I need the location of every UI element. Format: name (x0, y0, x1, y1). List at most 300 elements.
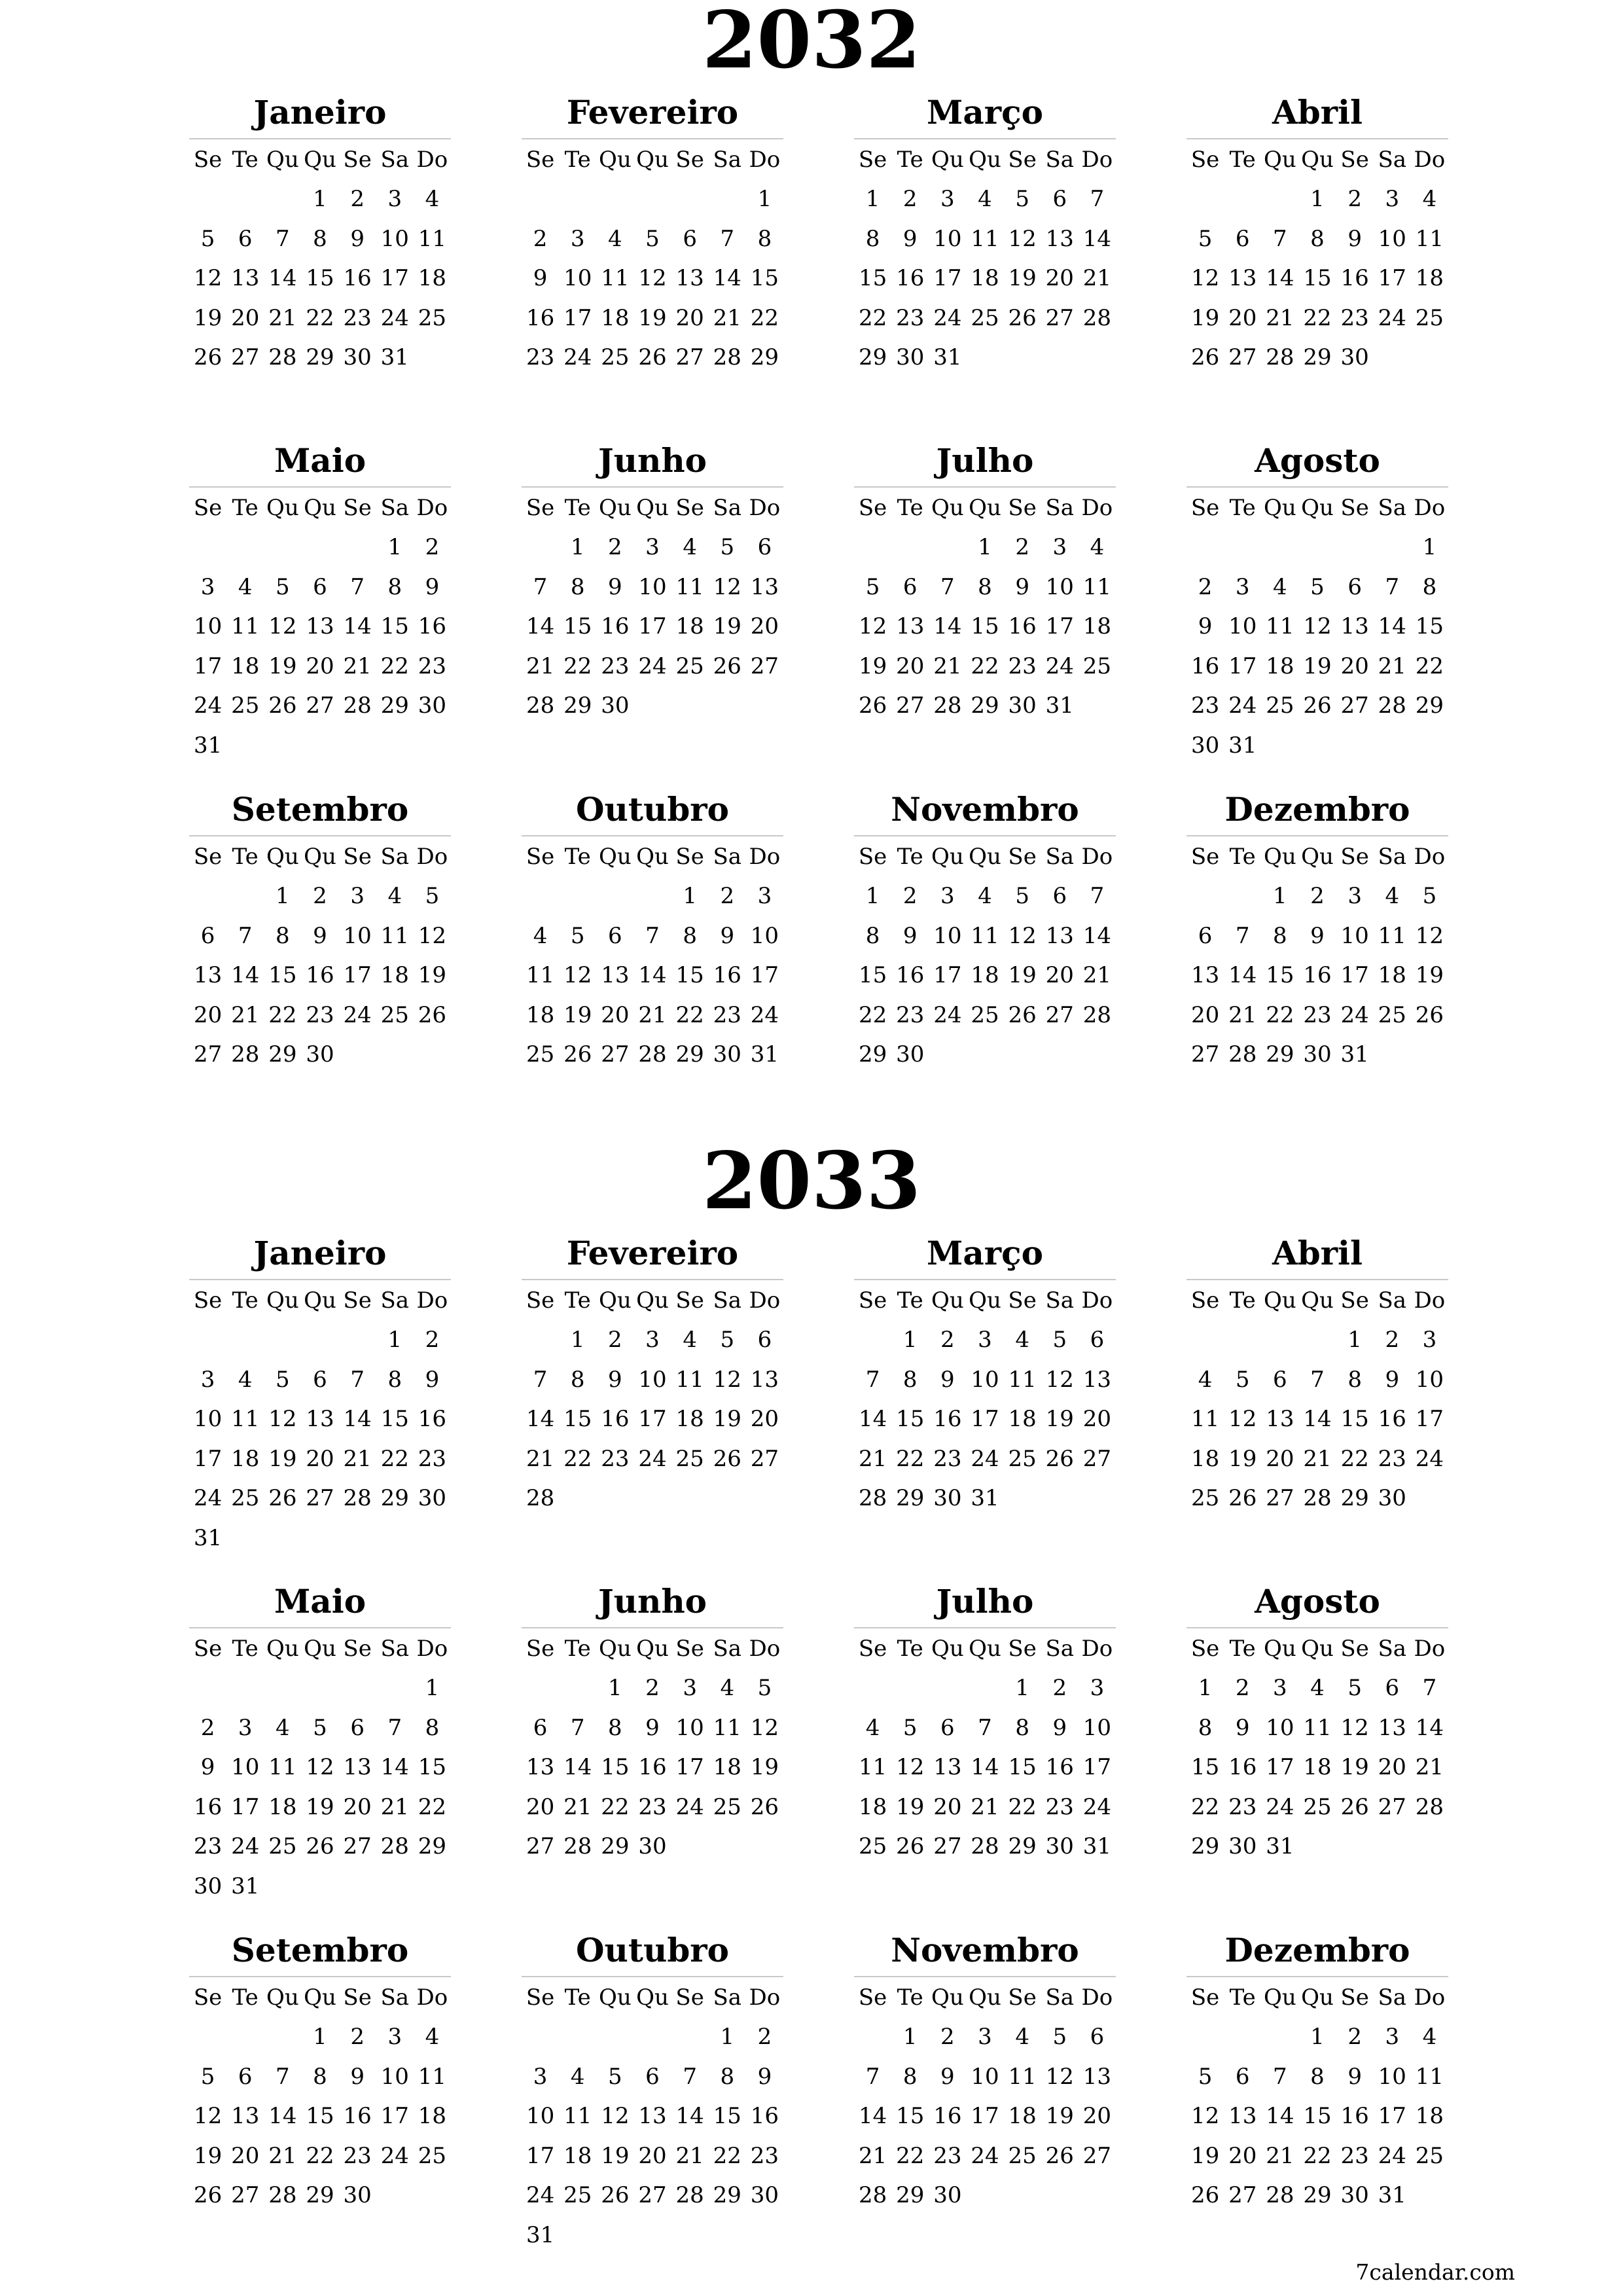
day-cell (891, 528, 929, 567)
day-cell: 23 (1340, 304, 1369, 331)
day-cell: 14 (1415, 1714, 1444, 1741)
day-cell: 2 (1310, 883, 1325, 909)
day-cell: 23 (1228, 1793, 1257, 1820)
day-cell: 14 (1266, 265, 1294, 291)
day-cell: 6 (1347, 573, 1362, 600)
week-row (189, 1668, 451, 1708)
day-cell: 28 (268, 2182, 297, 2208)
day-cell: 16 (1190, 653, 1220, 679)
day-cell: 25 (231, 1485, 260, 1511)
weekday-label: Te (1229, 495, 1256, 521)
weekday-label: Sa (1378, 1984, 1407, 2011)
day-cell: 1 (313, 186, 327, 212)
day-cell: 6 (1090, 2024, 1105, 2050)
day-cell (633, 2215, 671, 2255)
day-cell: 27 (231, 344, 260, 370)
day-cell: 21 (1266, 2142, 1294, 2169)
day-cell: 14 (268, 2103, 297, 2129)
week-row (1186, 647, 1448, 686)
day-cell: 24 (526, 2182, 555, 2208)
day-cell: 25 (1266, 692, 1294, 719)
day-cell (1261, 528, 1298, 567)
day-cell: 26 (1303, 692, 1332, 719)
month-name: Julho (936, 1582, 1034, 1621)
day-cell: 1 (1422, 534, 1437, 560)
day-cell: 8 (425, 1714, 440, 1741)
day-cell: 15 (306, 2103, 334, 2129)
month-name: Junho (597, 1582, 707, 1621)
day-cell: 16 (896, 962, 925, 988)
week-row (854, 528, 1116, 567)
day-cell: 19 (750, 1754, 779, 1780)
weekday-label: Se (1008, 147, 1037, 173)
day-cell: 26 (1008, 304, 1037, 331)
weekday-label: Do (416, 495, 448, 521)
month-divider (522, 835, 783, 836)
day-cell: 26 (1045, 1445, 1074, 1472)
day-cell: 15 (1303, 265, 1332, 291)
day-cell (929, 1035, 966, 1074)
day-cell: 14 (1303, 1406, 1332, 1432)
day-cell: 6 (313, 573, 327, 600)
day-cell: 25 (675, 653, 704, 679)
day-cell: 21 (933, 653, 962, 679)
day-cell: 29 (896, 2182, 925, 2208)
day-cell: 22 (380, 653, 409, 679)
day-cell (1004, 1035, 1041, 1074)
day-cell: 14 (1228, 962, 1257, 988)
day-cell: 1 (1310, 186, 1325, 212)
weekday-label: Qu (1301, 1636, 1334, 1662)
month-name: Setembro (231, 1931, 409, 1969)
week-row (522, 2096, 783, 2136)
day-cell: 19 (1008, 265, 1037, 291)
day-cell: 11 (713, 1714, 741, 1741)
day-cell: 21 (1082, 962, 1112, 988)
day-cell: 20 (1228, 2142, 1257, 2169)
weekday-label: Qu (266, 1636, 299, 1662)
day-cell: 1 (683, 883, 697, 909)
day-cell: 10 (193, 613, 223, 639)
week-row (1186, 956, 1448, 995)
day-cell: 31 (933, 344, 962, 370)
day-cell: 13 (231, 265, 260, 291)
day-cell: 8 (313, 2063, 327, 2090)
day-cell: 11 (1008, 2063, 1037, 2090)
day-cell (264, 2017, 301, 2056)
day-cell: 28 (526, 692, 555, 719)
day-cell: 10 (933, 922, 962, 949)
day-cell: 4 (1385, 883, 1400, 909)
day-cell: 17 (971, 2103, 999, 2129)
weekday-label: Qu (304, 1636, 336, 1662)
day-cell: 29 (1303, 344, 1332, 370)
day-cell: 16 (1303, 962, 1332, 988)
day-cell: 20 (1266, 1445, 1294, 1472)
day-cell: 18 (971, 265, 999, 291)
weekday-label: Qu (1263, 495, 1296, 521)
day-cell: 30 (418, 1485, 447, 1511)
day-cell: 10 (231, 1754, 260, 1780)
day-cell: 24 (380, 304, 409, 331)
day-cell: 23 (601, 653, 630, 679)
day-cell: 4 (1310, 1675, 1325, 1701)
day-cell: 30 (306, 1041, 334, 1067)
day-cell: 2 (533, 225, 548, 252)
day-cell: 26 (418, 1001, 447, 1028)
day-cell: 19 (193, 304, 223, 331)
weekday-label: Qu (266, 147, 299, 173)
week-row (522, 1360, 783, 1399)
month-divider (854, 1976, 1116, 1977)
day-cell: 1 (757, 186, 772, 212)
day-cell: 23 (418, 653, 447, 679)
week-row (1186, 298, 1448, 338)
week-row (189, 916, 451, 956)
day-cell: 14 (231, 962, 260, 988)
day-cell: 7 (387, 1714, 402, 1741)
day-cell: 11 (563, 2103, 592, 2129)
day-cell: 6 (1273, 1366, 1287, 1393)
week-row (854, 1360, 1116, 1399)
day-cell: 23 (933, 2142, 962, 2169)
day-cell: 5 (902, 1714, 918, 1741)
day-cell (1374, 1827, 1411, 1866)
day-cell: 5 (313, 1714, 327, 1741)
day-cell: 17 (638, 1406, 667, 1432)
day-cell: 27 (933, 1833, 962, 1859)
day-cell (929, 1668, 966, 1708)
day-cell: 3 (1273, 1675, 1287, 1701)
day-cell: 2 (425, 534, 440, 560)
day-cell: 10 (380, 2063, 409, 2090)
day-cell: 16 (193, 1793, 223, 1820)
day-cell (226, 876, 264, 916)
day-cell: 19 (193, 2142, 223, 2169)
day-cell: 8 (1273, 922, 1287, 949)
day-cell: 18 (1266, 653, 1294, 679)
day-cell: 4 (238, 1366, 253, 1393)
day-cell (1004, 2176, 1041, 2215)
day-cell: 20 (306, 653, 334, 679)
week-row (1186, 1320, 1448, 1359)
day-cell: 17 (193, 1445, 223, 1472)
week-row (189, 338, 451, 377)
day-cell (596, 876, 633, 916)
day-cell: 23 (526, 344, 555, 370)
day-cell: 3 (683, 1675, 697, 1701)
weekday-label: Se (343, 1636, 372, 1662)
weekday-header (189, 1281, 451, 1320)
day-cell (339, 1668, 376, 1708)
day-cell: 30 (896, 1041, 925, 1067)
day-cell: 23 (1378, 1445, 1406, 1472)
day-cell: 11 (1303, 1714, 1332, 1741)
month-divider (189, 1279, 451, 1280)
day-cell (596, 1479, 633, 1518)
day-cell: 1 (313, 2024, 327, 2050)
weekday-label: Se (675, 1984, 704, 2011)
day-cell (1336, 726, 1374, 765)
week-row (854, 1439, 1116, 1479)
day-cell: 23 (896, 304, 925, 331)
day-cell: 16 (418, 613, 447, 639)
day-cell: 30 (638, 1833, 667, 1859)
day-cell (189, 528, 226, 567)
day-cell: 9 (902, 922, 918, 949)
day-cell: 16 (601, 1406, 630, 1432)
day-cell: 15 (896, 1406, 925, 1432)
day-cell: 22 (1190, 1793, 1220, 1820)
week-row (522, 1320, 783, 1359)
day-cell (1374, 726, 1411, 765)
weekday-label: Te (897, 495, 923, 521)
footer-site-label: 7calendar.com (1355, 2259, 1515, 2285)
day-cell: 16 (713, 962, 741, 988)
day-cell: 2 (313, 883, 327, 909)
week-row (189, 259, 451, 298)
weekday-header (854, 1629, 1116, 1668)
day-cell: 30 (750, 2182, 779, 2208)
day-cell: 22 (1008, 1793, 1037, 1820)
week-row (1186, 1479, 1448, 1518)
day-cell (414, 1035, 451, 1074)
day-cell: 20 (1340, 653, 1369, 679)
day-cell: 26 (1190, 344, 1220, 370)
day-cell: 19 (418, 962, 447, 988)
day-cell: 29 (418, 1833, 447, 1859)
weekday-header (1186, 488, 1448, 528)
day-cell: 11 (1266, 613, 1294, 639)
weekday-label: Sa (1378, 844, 1407, 870)
week-row (1186, 2057, 1448, 2096)
day-cell (226, 2017, 264, 2056)
day-cell: 9 (313, 922, 327, 949)
weekday-label: Sa (1045, 844, 1075, 870)
day-cell: 11 (971, 922, 999, 949)
day-cell: 12 (306, 1754, 334, 1780)
day-cell: 7 (350, 573, 365, 600)
day-cell: 10 (380, 225, 409, 252)
year-title: 2033 (702, 1135, 921, 1227)
weekday-label: Sa (1378, 495, 1407, 521)
day-cell: 28 (1266, 344, 1294, 370)
day-cell (709, 179, 746, 219)
weekday-label: Se (1340, 1636, 1369, 1662)
day-cell: 17 (1378, 2103, 1406, 2129)
day-cell: 17 (343, 962, 372, 988)
week-row (854, 607, 1116, 646)
day-cell (1079, 338, 1116, 377)
day-cell: 19 (306, 1793, 334, 1820)
day-cell: 8 (1310, 2063, 1325, 2090)
day-cell: 17 (193, 653, 223, 679)
day-cell: 14 (343, 613, 372, 639)
day-cell: 10 (343, 922, 372, 949)
day-cell: 2 (757, 2024, 772, 2050)
day-cell: 27 (1045, 1001, 1074, 1028)
day-cell: 27 (306, 1485, 334, 1511)
weekday-label: Do (1414, 844, 1446, 870)
weekday-label: Se (675, 1636, 704, 1662)
day-cell: 27 (231, 2182, 260, 2208)
day-cell: 31 (1266, 1833, 1294, 1859)
day-cell: 15 (563, 613, 592, 639)
day-cell: 16 (638, 1754, 667, 1780)
day-cell: 26 (1008, 1001, 1037, 1028)
day-cell: 11 (418, 2063, 447, 2090)
day-cell: 1 (1273, 883, 1287, 909)
day-cell: 19 (638, 304, 667, 331)
day-cell: 20 (601, 1001, 630, 1028)
month-divider (1186, 835, 1448, 836)
week-row (189, 2096, 451, 2136)
weekday-header (854, 1281, 1116, 1320)
weekday-label: Se (526, 844, 555, 870)
weekday-label: Qu (1301, 147, 1334, 173)
day-cell (1224, 876, 1261, 916)
day-cell (1186, 528, 1224, 567)
week-row (1186, 607, 1448, 646)
weekday-label: Qu (598, 147, 632, 173)
day-cell (522, 1320, 559, 1359)
weekday-label: Sa (1378, 1636, 1407, 1662)
weekday-label: Te (232, 495, 259, 521)
day-cell: 7 (1273, 225, 1287, 252)
day-cell: 18 (1008, 1406, 1037, 1432)
week-row (189, 1320, 451, 1359)
weekday-label: Se (193, 147, 223, 173)
day-cell: 26 (638, 344, 667, 370)
day-cell: 13 (1266, 1406, 1294, 1432)
day-cell: 16 (933, 1406, 962, 1432)
day-cell: 3 (533, 2063, 548, 2090)
day-cell: 7 (865, 2063, 880, 2090)
day-cell: 10 (1378, 2063, 1406, 2090)
day-cell (671, 1827, 709, 1866)
day-cell: 25 (231, 692, 260, 719)
day-cell: 16 (1340, 2103, 1369, 2129)
week-row (854, 1320, 1116, 1359)
day-cell: 9 (1310, 922, 1325, 949)
day-cell: 3 (645, 1327, 660, 1353)
weekday-label: Se (1190, 495, 1220, 521)
day-cell (414, 2176, 451, 2215)
day-cell (1261, 179, 1298, 219)
weekday-label: Sa (380, 1984, 410, 2011)
day-cell: 22 (380, 1445, 409, 1472)
day-cell: 20 (306, 1445, 334, 1472)
weekday-label: Qu (598, 495, 632, 521)
weekday-label: Qu (1301, 495, 1334, 521)
week-row (189, 726, 451, 765)
weekday-label: Do (416, 844, 448, 870)
day-cell (339, 1867, 376, 1906)
day-cell: 25 (675, 1445, 704, 1472)
day-cell: 12 (858, 613, 887, 639)
day-cell: 23 (306, 1001, 334, 1028)
week-row (189, 2136, 451, 2176)
day-cell: 3 (940, 883, 955, 909)
week-row (854, 1399, 1116, 1439)
day-cell: 20 (1228, 304, 1257, 331)
weekday-label: Do (749, 1636, 781, 1662)
day-cell: 20 (750, 613, 779, 639)
week-row (1186, 996, 1448, 1035)
day-cell: 8 (1198, 1714, 1213, 1741)
day-cell: 1 (276, 883, 290, 909)
week-row (1186, 1399, 1448, 1439)
weekday-label: Te (232, 1287, 259, 1314)
month-name: Fevereiro (566, 93, 739, 132)
weekday-header (1186, 1978, 1448, 2017)
day-cell (709, 2215, 746, 2255)
day-cell: 14 (563, 1754, 592, 1780)
day-cell: 27 (896, 692, 925, 719)
day-cell: 8 (387, 573, 402, 600)
weekday-label: Se (858, 495, 887, 521)
weekday-label: Te (232, 1984, 259, 2011)
day-cell: 2 (940, 2024, 955, 2050)
day-cell: 19 (713, 1406, 741, 1432)
weekday-label: Qu (304, 1984, 336, 2011)
weekday-label: Se (1008, 1636, 1037, 1662)
day-cell (1261, 726, 1298, 765)
day-cell: 15 (1266, 962, 1294, 988)
weekday-label: Qu (931, 844, 964, 870)
day-cell: 14 (526, 613, 555, 639)
day-cell: 25 (1082, 653, 1112, 679)
day-cell: 26 (563, 1041, 592, 1067)
day-cell: 7 (350, 1366, 365, 1393)
day-cell (746, 1479, 783, 1518)
day-cell: 27 (1082, 2142, 1112, 2169)
day-cell: 15 (268, 962, 297, 988)
week-row (189, 1787, 451, 1827)
weekday-label: Qu (931, 1287, 964, 1314)
day-cell: 23 (896, 1001, 925, 1028)
week-row (522, 686, 783, 725)
week-row (189, 1867, 451, 1906)
day-cell (1411, 2176, 1448, 2215)
month-divider (189, 1627, 451, 1628)
weekday-label: Do (1081, 147, 1113, 173)
weekday-label: Do (1414, 147, 1446, 173)
day-cell: 3 (238, 1714, 253, 1741)
day-cell: 10 (1266, 1714, 1294, 1741)
month-divider (189, 835, 451, 836)
day-cell: 9 (1347, 2063, 1362, 2090)
week-row (854, 876, 1116, 916)
day-cell: 30 (1378, 1485, 1406, 1511)
weekday-label: Sa (380, 844, 410, 870)
day-cell: 30 (1008, 692, 1037, 719)
month-name: Março (927, 93, 1043, 132)
day-cell: 27 (638, 2182, 667, 2208)
day-cell: 31 (193, 1524, 223, 1551)
day-cell: 25 (601, 344, 630, 370)
day-cell (709, 1827, 746, 1866)
day-cell: 24 (193, 692, 223, 719)
day-cell: 11 (1378, 922, 1406, 949)
weekday-label: Do (1414, 495, 1446, 521)
day-cell: 18 (563, 2142, 592, 2169)
day-cell: 22 (750, 304, 779, 331)
month-name: Abril (1272, 1234, 1363, 1272)
day-cell: 4 (1198, 1366, 1213, 1393)
weekday-header (522, 140, 783, 179)
month-name: Abril (1272, 93, 1363, 132)
